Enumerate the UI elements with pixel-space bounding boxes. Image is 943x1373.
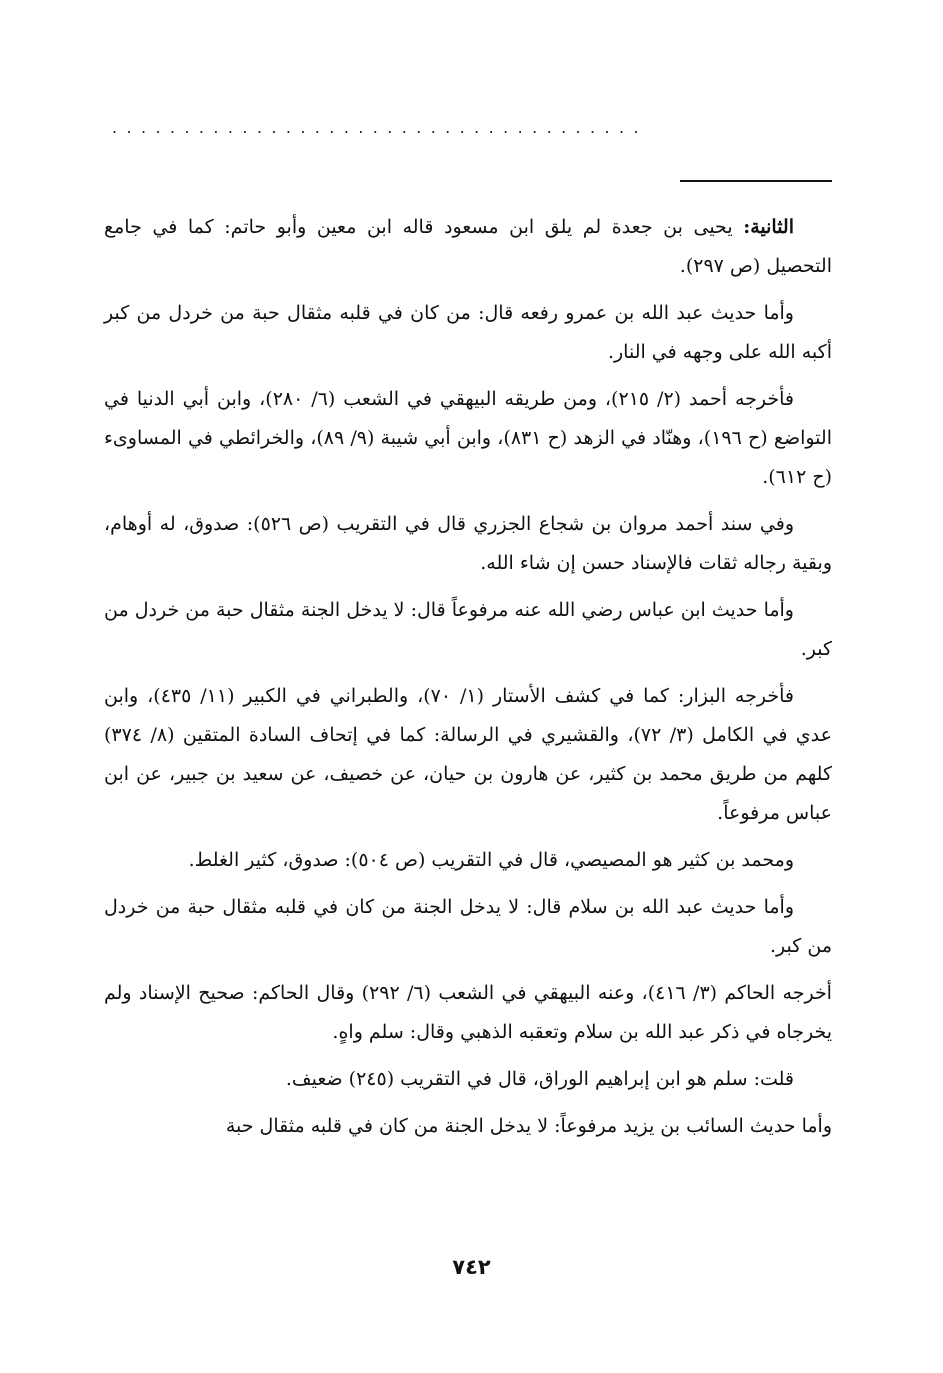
paragraph <box>104 591 832 669</box>
paragraph <box>104 1060 832 1099</box>
page-number: ٧٤٢ <box>452 1255 491 1279</box>
footnote-body <box>104 208 832 1154</box>
paragraph-text: ومحمد بن كثير هو المصيصي، قال في التقريب (ص ٥٠٤): صدوق، كثير الغلط. <box>188 849 794 871</box>
paragraph-text: وفي سند أحمد مروان بن شجاع الجزري قال في التقريب (ص ٥٢٦): صدوق، له أوهام، وبقية رجاله ثقات فالإسناد حسن إن شاء الله. <box>104 513 832 574</box>
paragraph <box>104 1107 832 1146</box>
paragraph-text: وأما حديث ابن عباس رضي الله عنه مرفوعاً قال: لا يدخل الجنة مثقال حبة من خردل من كبر. <box>104 599 832 660</box>
dotted-separator: ..................................... <box>112 118 648 137</box>
paragraph <box>104 208 832 286</box>
paragraph-text: وأما حديث عبد الله بن عمرو رفعه قال: من كان في قلبه مثقال حبة من خردل من كبر أكبه الله على وجهه في النار. <box>104 302 832 363</box>
paragraph-text: يحيى بن جعدة لم يلق ابن مسعود قاله ابن معين وأبو حاتم: كما في جامع التحصيل (ص ٢٩٧). <box>104 216 832 277</box>
paragraph-text: قلت: سلم هو ابن إبراهيم الوراق، قال في التقريب (٢٤٥) ضعيف. <box>285 1068 794 1090</box>
paragraph-text: فأخرجه أحمد (٢/ ٢١٥)، ومن طريقه البيهقي في الشعب (٦/ ٢٨٠)، وابن أبي الدنيا في التواضع (ح ١٩٦)، وهنّاد في الزهد (ح ٨٣١)، وابن أبي شيبة (٩/ ٨٩)، والخرائطي في المساوىء (ح ٦١٢). <box>104 388 832 488</box>
paragraph <box>104 294 832 372</box>
footnote-rule <box>680 180 832 182</box>
paragraph-text: وأما حديث السائب بن يزيد مرفوعاً: لا يدخل الجنة من كان في قلبه مثقال حبة <box>225 1115 832 1137</box>
paragraph <box>104 974 832 1052</box>
paragraph-text: وأما حديث عبد الله بن سلام قال: لا يدخل الجنة من كان في قلبه مثقال حبة من خردل من كبر. <box>104 896 832 957</box>
paragraph-lead: الثانية: <box>743 216 794 238</box>
paragraph <box>104 505 832 583</box>
paragraph-text: أخرجه الحاكم (٣/ ٤١٦)، وعنه البيهقي في الشعب (٦/ ٢٩٢) وقال الحاكم: صحيح الإسناد ولم يخرجاه في ذكر عبد الله بن سلام وتعقبه الذهبي وقال: سلم واهٍ. <box>104 982 832 1043</box>
paragraph <box>104 677 832 833</box>
paragraph-text: فأخرجه البزار: كما في كشف الأستار (١/ ٧٠)، والطبراني في الكبير (١١/ ٤٣٥)، وابن عدي في الكامل (٣/ ٧٢)، والقشيري في الرسالة: كما في إتحاف السادة المتقين (٨/ ٣٧٤) كلهم من طريق محمد بن كثير، عن هارون بن حيان، عن خصيف، عن سعيد بن جبير، عن ابن عباس مرفوعاً. <box>104 685 832 824</box>
paragraph <box>104 841 832 880</box>
paragraph <box>104 380 832 497</box>
paragraph <box>104 888 832 966</box>
